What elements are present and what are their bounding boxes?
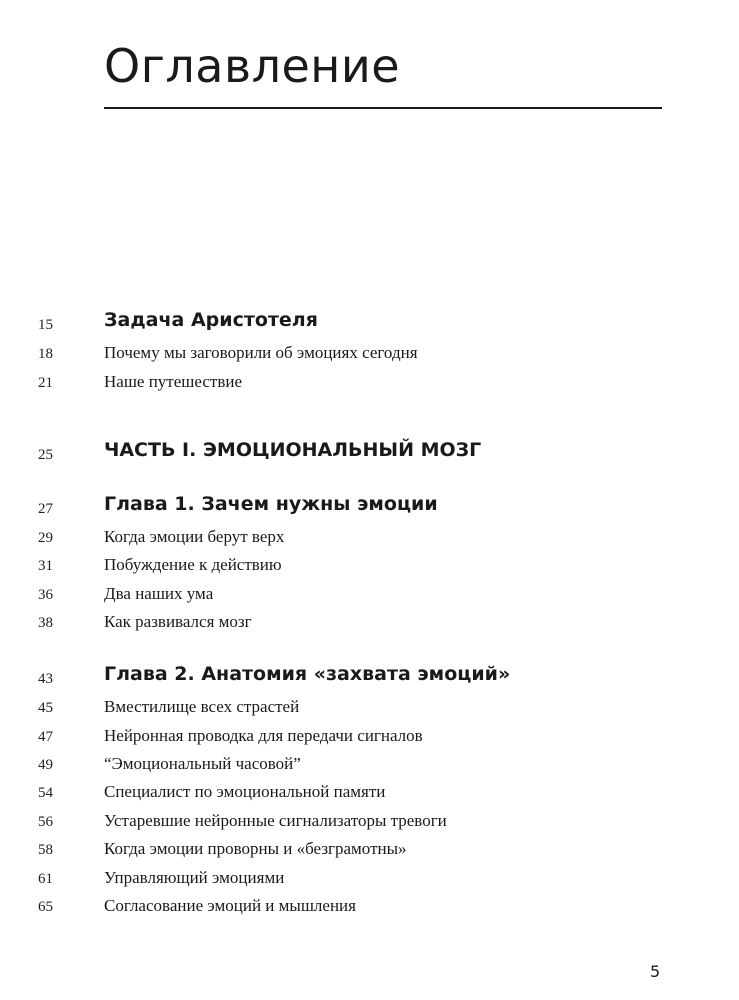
toc-item[interactable]: [0, 578, 739, 608]
toc-item[interactable]: [0, 748, 739, 778]
toc-item[interactable]: [0, 833, 739, 863]
toc-page-number: 36: [38, 587, 53, 603]
toc-item[interactable]: [0, 862, 739, 892]
toc-page-number: 45: [38, 700, 53, 716]
toc-item[interactable]: [0, 337, 739, 367]
toc-item[interactable]: [0, 776, 739, 806]
toc-page-number: 58: [38, 842, 53, 858]
toc-part-title: ЧАСТЬ I. ЭМОЦИОНАЛЬНЫЙ МОЗГ: [104, 439, 482, 461]
toc-item-title: Устаревшие нейронные сигнализаторы тревоги: [104, 811, 447, 830]
toc-heading-intro[interactable]: [0, 306, 739, 336]
toc-page-number: 49: [38, 757, 53, 773]
toc-item-title: “Эмоциональный часовой”: [104, 754, 301, 773]
toc-item-title: Когда эмоции проворны и «безграмотны»: [104, 839, 407, 858]
toc-page-number: 43: [38, 671, 53, 687]
toc-chapter-title: Глава 2. Анатомия «захвата эмоций»: [104, 663, 511, 685]
toc-page-number: 18: [38, 346, 53, 362]
toc-item[interactable]: [0, 606, 739, 636]
toc-chapter-2[interactable]: [0, 660, 739, 690]
toc-item-title: Согласование эмоций и мышления: [104, 896, 356, 915]
toc-page-number: 21: [38, 375, 53, 391]
page-title: Оглавление: [104, 39, 401, 93]
toc-item-title: Как развивался мозг: [104, 612, 252, 631]
toc-item[interactable]: [0, 890, 739, 920]
toc-item-title: Специалист по эмоциональной памяти: [104, 782, 386, 801]
toc-item[interactable]: [0, 549, 739, 579]
toc-page-number: 31: [38, 558, 53, 574]
toc-item-title: Побуждение к действию: [104, 555, 282, 574]
toc-item-title: Нейронная проводка для передачи сигналов: [104, 726, 423, 745]
toc-part-1[interactable]: [0, 436, 739, 466]
toc-item[interactable]: [0, 720, 739, 750]
toc-page-number: 56: [38, 814, 53, 830]
toc-item-title: Два наших ума: [104, 584, 214, 603]
toc-page-number: 47: [38, 729, 53, 745]
toc-page-number: 27: [38, 501, 53, 517]
toc-chapter-title: Глава 1. Зачем нужны эмоции: [104, 493, 438, 515]
toc-item[interactable]: [0, 805, 739, 835]
toc-item[interactable]: [0, 691, 739, 721]
toc-page-number: 29: [38, 530, 53, 546]
toc-page-number: 61: [38, 871, 53, 887]
toc-page-number: 38: [38, 615, 53, 631]
toc-page-number: 15: [38, 317, 53, 333]
toc-heading-title: Задача Аристотеля: [104, 309, 318, 331]
toc-item-title: Управляющий эмоциями: [104, 868, 285, 887]
toc-chapter-1[interactable]: [0, 490, 739, 520]
toc-item[interactable]: [0, 521, 739, 551]
toc-item[interactable]: [0, 366, 739, 396]
toc-item-title: Наше путешествие: [104, 372, 242, 391]
toc-page-number: 65: [38, 899, 53, 915]
toc-item-title: Когда эмоции берут верх: [104, 527, 285, 546]
toc-item-title: Вместилище всех страстей: [104, 697, 300, 716]
page-number: 5: [650, 962, 661, 981]
toc-item-title: Почему мы заговорили об эмоциях сегодня: [104, 343, 418, 362]
toc-page-number: 25: [38, 447, 53, 463]
toc-page-number: 54: [38, 785, 53, 801]
